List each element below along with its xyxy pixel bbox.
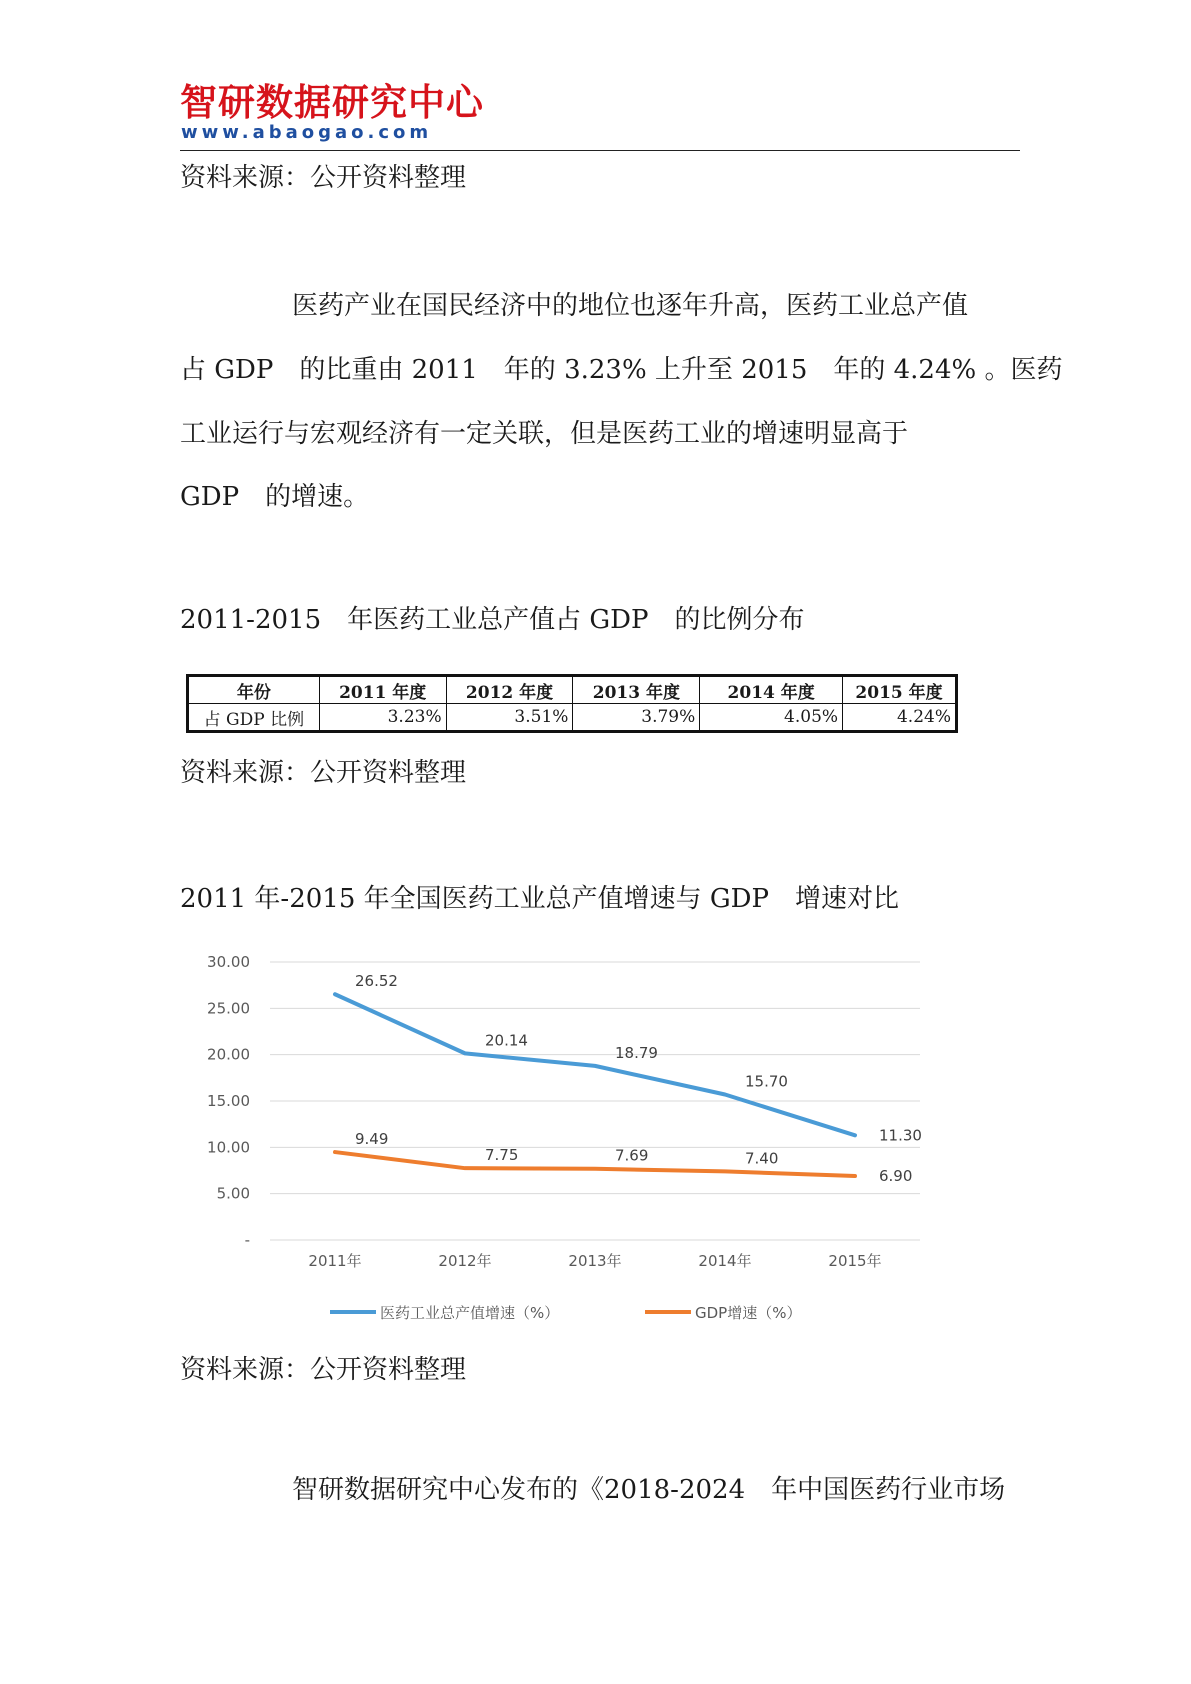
paragraph-line: 占 GDP 的比重由 2011 年的 3.23% 上升至 2015 年的 4.24% 。医药	[180, 355, 1063, 385]
y-tick-label: 30.00	[207, 953, 250, 971]
ratio-table	[186, 674, 958, 733]
data-label: 7.40	[745, 1149, 779, 1168]
data-label: 6.90	[879, 1167, 913, 1186]
x-axis-ticks	[308, 1252, 881, 1270]
source-note: 资料来源：公开资料整理	[180, 1355, 467, 1385]
body-paragraph-line: 智研数据研究中心发布的《2018-2024 年中国医药行业市场	[292, 1475, 1006, 1505]
y-tick-label: 15.00	[207, 1092, 250, 1110]
legend-label: GDP增速（%）	[695, 1304, 802, 1322]
source-note: 资料来源：公开资料整理	[180, 163, 467, 193]
table-header-cell: 2014 年度	[700, 676, 843, 704]
chart-title: 2011 年-2015 年全国医药工业总产值增速与 GDP 增速对比	[180, 884, 900, 914]
table-title: 2011-2015 年医药工业总产值占 GDP 的比例分布	[180, 605, 805, 635]
data-label: 20.14	[485, 1031, 528, 1050]
x-tick-label: 2013年	[568, 1252, 622, 1270]
table-cell: 4.24%	[843, 704, 957, 732]
table-header-cell: 年份	[188, 676, 320, 704]
y-tick-label: 25.00	[207, 999, 250, 1018]
data-label: 7.69	[615, 1146, 649, 1165]
data-label: 9.49	[355, 1130, 389, 1149]
data-label: 18.79	[615, 1043, 658, 1062]
source-note: 资料来源：公开资料整理	[180, 758, 467, 788]
y-axis-ticks	[207, 953, 250, 1249]
table-header-row	[188, 676, 957, 704]
table-header-cell: 2015 年度	[843, 676, 957, 704]
y-tick-label: 10.00	[207, 1138, 250, 1157]
legend-label: 医药工业总产值增速（%）	[380, 1304, 560, 1322]
chart-gridlines	[270, 962, 920, 1240]
x-tick-label: 2015年	[828, 1252, 882, 1270]
table-row	[188, 704, 957, 732]
data-label: 15.70	[745, 1072, 788, 1091]
logo-title: 智研数据研究中心	[180, 81, 484, 124]
header-divider	[180, 150, 1020, 151]
data-label: 7.75	[485, 1146, 519, 1165]
table-header-cell: 2013 年度	[573, 676, 700, 704]
x-tick-label: 2014年	[698, 1252, 752, 1270]
table-header-cell: 2011 年度	[319, 676, 446, 704]
line-chart	[180, 940, 950, 1340]
body-paragraph	[180, 290, 1063, 512]
table-cell: 3.79%	[573, 704, 700, 732]
data-label: 26.52	[355, 972, 398, 991]
y-tick-label: 20.00	[207, 1045, 250, 1064]
chart-legend	[330, 1304, 801, 1322]
x-tick-label: 2012年	[438, 1252, 492, 1270]
paragraph-line: 医药产业在国民经济中的地位也逐年升高，医药工业总产值	[292, 291, 969, 321]
paragraph-line: GDP 的增速。	[180, 482, 370, 512]
logo-url: www.abaogao.com	[181, 122, 433, 143]
table-header-cell: 2012 年度	[446, 676, 573, 704]
series-line	[335, 994, 855, 1135]
y-tick-label: -	[244, 1231, 250, 1249]
y-tick-label: 5.00	[216, 1184, 250, 1203]
table-cell: 3.51%	[446, 704, 573, 732]
x-tick-label: 2011年	[308, 1252, 362, 1270]
paragraph-line: 工业运行与宏观经济有一定关联，但是医药工业的增速明显高于	[180, 419, 909, 449]
table-cell: 4.05%	[700, 704, 843, 732]
table-cell: 3.23%	[319, 704, 446, 732]
table-row-label: 占 GDP 比例	[188, 704, 320, 732]
data-label: 11.30	[879, 1126, 922, 1145]
chart-data-labels	[355, 972, 922, 1185]
